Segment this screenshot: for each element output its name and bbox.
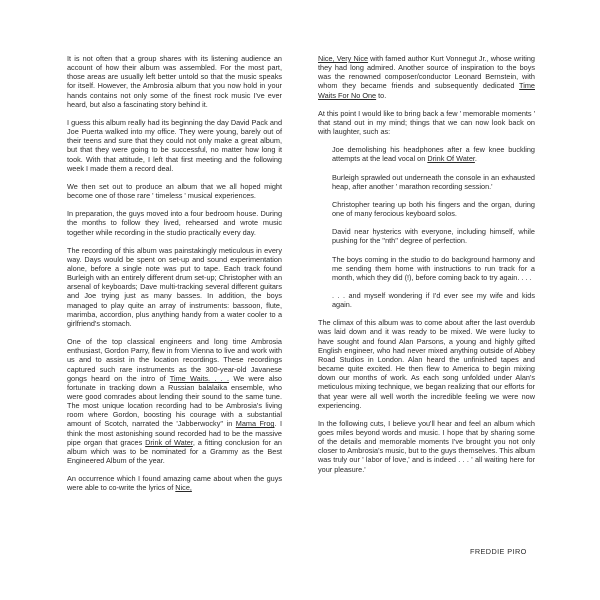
right-column [318,54,535,483]
memorable-moment: Burleigh sprawled out underneath the console in an exhausted heap, after another ' marathon recording session.' [332,172,535,191]
left-column [67,54,282,502]
song-title: Drink Of Water [427,154,475,164]
paragraph: An occurrence which I found amazing came about when the guys were able to co-write the lyrics of Nice, [67,474,282,493]
song-title: Nice, Very Nice [318,54,369,63]
paragraph: One of the top classical engineers and long time Ambrosia enthusiast, Gordon Parry, flew in from Vienna to live and work with us and to assist in the location recordings. These recordings captured such rare instruments as the 300-year-old Javanese gongs heard on the intro of Time Waits. . . . We were also fortunate in tracking down a Russian balalaika ensemble, who were good comrades about lending their sound to the same tune. The most unique location recording had to be Ambrosia's living room where Gordon, boosting his courage with a substantial amount of Scotch, narrated the 'Jabberwocky'' in Mama Frog. I think the most astonishing sound recorded had to be the massive pipe organ that graces Drink of Water, a fitting conclusion for an album which was to be nominated for a Grammy as the Best Engineered Album of the year. [67,337,282,466]
song-title: Nice, [175,483,192,493]
song-title: Time Waits For No One [318,81,535,100]
paragraph: I guess this album really had its beginning the day David Pack and Joe Puerta walked into my office. They were young, barely out of their teens and sure that they could not only make a great album, but that they were going to be successful, no matter how long it took. With that attitude, I left that first meeting and the following week I made them a record deal. [67,117,282,173]
paragraph: The climax of this album was to come about after the last overdub was laid down and it was ready to be mixed. We were lucky to have sought and found Alan Parsons, a young and highly gifted English engineer, who had never mixed anything outside of Abbey Road Studios in London. Alan heard the unfinished tapes and became quite excited. He then flew to America to begin mixing down our months of work. As each song unfolded under Alan's meticulous mixing technique, we began realizing that our efforts for that year were all well worth the incredible feeling we were now experiencing. [318,318,535,410]
memorable-moment: . . . and myself wondering if I'd ever see my wife and kids again. [332,290,535,310]
paragraph: In preparation, the guys moved into a four bedroom house. During the months to follow they lived, rehearsed and wrote music together while recording in the studio practically every day. [67,209,282,237]
song-title: Time Waits. . . . [169,373,230,383]
memorable-moment: David near hysterics with everyone, including himself, while pushing for the ''nth'' degree of perfection. [332,227,535,246]
paragraph: In the following cuts, I believe you'll hear and feel an album which goes miles beyond words and music. I hope that by sharing some of the details and memorable moments I've brought you not only closer to Ambrosia's music, but to the guys themselves. This album was truly our ' labor of love,' and is indeed . . . ' all waiting here for your pleasure.' [318,418,535,474]
paragraph: We then set out to produce an album that we all hoped might become one of those rare ' timeless ' musical experiences. [67,181,282,201]
signature: FREDDIE PIRO [470,547,527,556]
memorable-moment: Joe demolishing his headphones after a few knee buckling attempts at the lead vocal on Drink Of Water. [332,145,535,164]
song-title: Mama Frog [235,419,275,429]
memorable-moment: The boys coming in the studio to do background harmony and me sending them home with instructions to run track for a month, which they did (!), before coming back to try again. . . . [332,254,535,282]
paragraph: At this point I would like to bring back a few ' memorable moments ' that stand out in my mind; things that we can now look back on with laughter, such as: [318,108,535,137]
memorable-moment: Christopher tearing up both his fingers and the organ, during one of many ferocious keyboard solos. [332,199,535,219]
paragraph: It is not often that a group shares with its listening audience an account of how their album was assembled. For the most part, those areas are usually left better untold so that the music speaks for itself. However, the Ambrosia album that you now hold in your hands contains not only some of the finest rock music I've ever heard, but also a fascinating story behind it. [67,54,282,109]
paragraph: The recording of this album was painstakingly meticulous in every way. Days would be spent on set-up and sound experimentation alone, before a single note was put to tape. Each track found Burleigh with an entirely different drum set-up; Christopher with an arsenal of keyboards; Dave multi-tracking several different guitars and Joe trying just as many basses. In addition, the boys managed to play quite an array of instruments: bassoon, flute, marimba, accordion, plus anything handy from a water cooler to a girlfriend's stomach. [67,245,282,328]
song-title: Drink of Water [145,437,193,447]
paragraph: Nice, Very Nice with famed author Kurt Vonnegut Jr., whose writing they had long admired. Another source of inspiration to the boys was the renowned composer/conductor Leonard Bernstein, with whom they became friends and subsequently dedicated Time Waits For No One to. [318,54,535,100]
